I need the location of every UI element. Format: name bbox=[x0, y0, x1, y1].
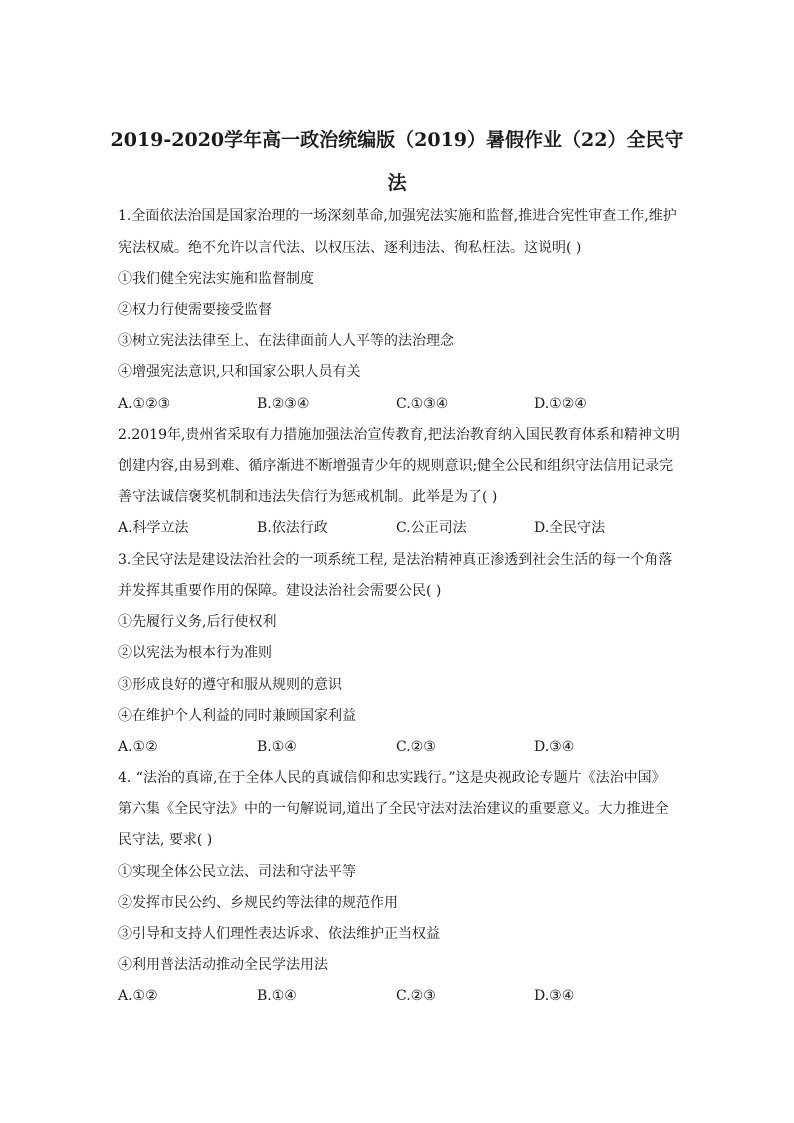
q3-option-c: C.②③ bbox=[396, 739, 436, 755]
q4-stem-line-3: 民守法, 要求( ) bbox=[118, 832, 213, 848]
q3-item-4: ④在维护个人利益的同时兼顾国家利益 bbox=[118, 708, 356, 724]
q2-option-d: D.全民守法 bbox=[534, 520, 606, 536]
q4-option-a: A.①② bbox=[118, 988, 158, 1004]
q2-stem-line-3: 善守法诚信褒奖机制和违法失信行为惩戒机制。此举是为了( ) bbox=[118, 489, 498, 505]
q1-option-b: B.②③④ bbox=[257, 396, 310, 412]
q1-item-3: ③树立宪法法律至上、在法律面前人人平等的法治理念 bbox=[118, 333, 454, 349]
q3-options bbox=[118, 737, 678, 757]
q4-item-4: ④利用普法活动推动全民学法用法 bbox=[118, 957, 328, 973]
q3-item-3: ③形成良好的遵守和服从规则的意识 bbox=[118, 677, 342, 693]
q4-item-2: ②发挥市民公约、乡规民约等法律的规范作用 bbox=[118, 895, 398, 911]
q4-item-3: ③引导和支持人们理性表达诉求、依法维护正当权益 bbox=[118, 926, 440, 942]
q3-option-d: D.③④ bbox=[534, 739, 575, 755]
q1-item-4: ④增强宪法意识,只和国家公职人员有关 bbox=[118, 364, 361, 380]
q2-option-c: C.公正司法 bbox=[396, 520, 467, 536]
document-title-line-2: 法 bbox=[387, 172, 407, 194]
q4-option-d: D.③④ bbox=[534, 988, 575, 1004]
q4-option-c: C.②③ bbox=[396, 988, 436, 1004]
q4-options bbox=[118, 986, 678, 1006]
document-title-line-1: 2019-2020学年高一政治统编版（2019）暑假作业（22）全民守 bbox=[110, 129, 684, 151]
q2-option-b: B.依法行政 bbox=[257, 520, 328, 536]
q3-stem-line-2: 并发挥其重要作用的保障。建设法治社会需要公民( ) bbox=[118, 583, 442, 599]
q1-option-a: A.①②③ bbox=[118, 396, 171, 412]
q1-options bbox=[118, 394, 678, 414]
q4-option-b: B.①④ bbox=[257, 988, 297, 1004]
q2-stem-line-2: 创建内容,由易到难、循序渐进不断增强青少年的规则意识;健全公民和组织守法信用记录完 bbox=[118, 458, 674, 474]
q4-item-1: ①实现全体公民立法、司法和守法平等 bbox=[118, 864, 356, 880]
q4-stem-line-2: 第六集《全民守法》中的一句解说词,道出了全民守法对法治建议的重要意义。大力推进全 bbox=[118, 801, 669, 817]
q2-options bbox=[118, 518, 678, 538]
q2-stem-line-1: 2.2019年,贵州省采取有力措施加强法治宣传教育,把法治教育纳入国民教育体系和精神文明 bbox=[118, 427, 680, 443]
q1-stem-line-2: 宪法权威。绝不允许以言代法、以权压法、逐利违法、徇私枉法。这说明( ) bbox=[118, 240, 582, 256]
q3-option-a: A.①② bbox=[118, 739, 158, 755]
q1-item-1: ①我们健全宪法实施和监督制度 bbox=[118, 271, 314, 287]
q1-item-2: ②权力行使需要接受监督 bbox=[118, 302, 272, 318]
q3-item-2: ②以宪法为根本行为准则 bbox=[118, 645, 272, 661]
q1-stem-line-1: 1.全面依法治国是国家治理的一场深刻革命,加强宪法实施和监督,推进合宪性审查工作,维护 bbox=[118, 208, 677, 224]
q2-option-a: A.科学立法 bbox=[118, 520, 189, 536]
q3-item-1: ①先履行义务,后行使权利 bbox=[118, 614, 277, 630]
q1-option-c: C.①③④ bbox=[396, 396, 449, 412]
q4-stem-line-1: 4. “法治的真谛,在于全体人民的真诚信仰和忠实践行。”这是央视政论专题片《法治中国》 bbox=[118, 770, 666, 786]
q1-option-d: D.①②④ bbox=[534, 396, 587, 412]
q3-stem-line-1: 3.全民守法是建设法治社会的一项系统工程, 是法治精神真正渗透到社会生活的每一个角落 bbox=[118, 552, 673, 568]
q3-option-b: B.①④ bbox=[257, 739, 297, 755]
